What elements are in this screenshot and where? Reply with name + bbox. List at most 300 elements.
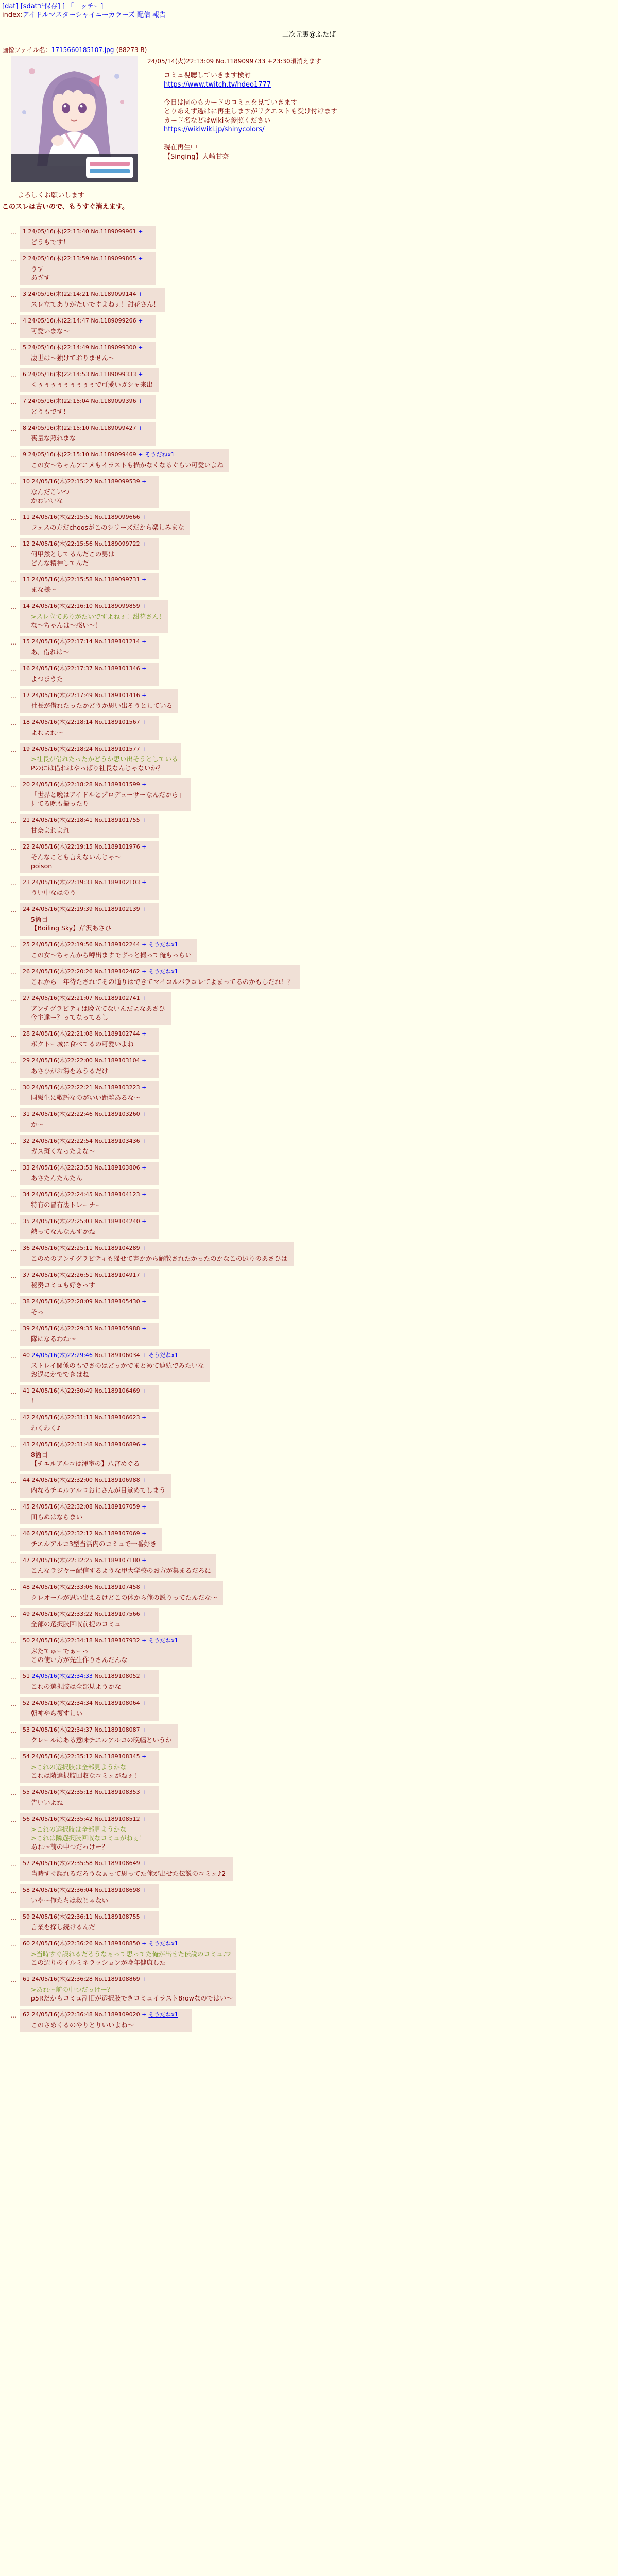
reply-post-number[interactable]: No.1189108052 — [94, 1673, 140, 1680]
reply-box — [20, 1215, 159, 1239]
reply-post-number[interactable]: No.1189103436 — [94, 1138, 140, 1144]
reply-post-number[interactable]: No.1189102244 — [94, 941, 140, 948]
reply-marker: … — [10, 541, 16, 548]
reply-body — [31, 407, 151, 416]
reply-number: 14 — [23, 603, 30, 609]
reply-box — [20, 1028, 159, 1052]
reply-post-number[interactable]: No.1189101214 — [94, 638, 140, 645]
reply-post-number[interactable]: No.1189099722 — [94, 540, 140, 547]
reply-marker: … — [10, 782, 16, 789]
reply-plus-icon[interactable]: + — [142, 638, 147, 645]
reply-header — [23, 718, 154, 726]
reply-post-number[interactable]: No.1189101976 — [94, 843, 140, 850]
reply-plus-icon[interactable]: + — [142, 1726, 147, 1733]
reply-post-number[interactable]: No.1189099469 — [91, 451, 136, 458]
reply-post-number[interactable]: No.1189106623 — [94, 1414, 140, 1421]
reply-post-number[interactable]: No.1189106988 — [94, 1477, 140, 1483]
reply-plus-icon[interactable]: + — [142, 879, 147, 886]
reply-marker: … — [10, 1477, 16, 1484]
reply-text-line: 全部の選択肢回収前提のコミュ — [31, 1620, 121, 1628]
reply-number: 43 — [23, 1441, 30, 1448]
reply-post-number[interactable]: No.1189108345 — [94, 1753, 140, 1760]
reply-datetime: 24/05/16(木)22:15:51 — [31, 514, 93, 520]
reply-header — [23, 575, 154, 583]
reply-marker: … — [10, 291, 16, 298]
reply-datetime: 24/05/16(木)22:15:04 — [28, 398, 89, 404]
reply-post-number[interactable]: No.1189103260 — [94, 1111, 140, 1117]
reply-marker: … — [10, 746, 16, 753]
reply-text-line: poison — [31, 862, 53, 870]
reply-number: 28 — [23, 1030, 30, 1037]
reply-post-number[interactable]: No.1189099396 — [91, 398, 136, 404]
reply-box — [20, 841, 159, 873]
reply-text-line: これは隣選択肢回収なコミュがねぇ！ — [31, 1772, 141, 1780]
reply-text-line: 秘奏コミュも好きっす — [31, 1281, 95, 1289]
reply-marker: … — [10, 719, 16, 726]
chichi-link[interactable]: [ 「」ッチー] — [62, 3, 104, 10]
reply-post-number[interactable]: No.1189101346 — [94, 665, 140, 672]
reply-body — [31, 1896, 154, 1905]
reply-body — [31, 674, 154, 683]
reply-plus-icon[interactable]: + — [142, 1441, 147, 1448]
reply-header — [23, 451, 224, 459]
reply-post-number[interactable]: No.1189109020 — [94, 2011, 140, 2018]
reply-plus-icon[interactable]: + — [142, 2011, 147, 2018]
reply-marker: … — [10, 942, 16, 949]
reply-text-line: Pのには借れはやっぱり社長なんじゃないか？ — [31, 764, 164, 772]
reply-plus-icon[interactable]: + — [142, 576, 147, 583]
sodane-button[interactable]: そうだねx1 — [148, 1637, 178, 1644]
reply-datetime: 24/05/16(木)22:35:13 — [31, 1789, 93, 1795]
reply-plus-icon[interactable]: + — [142, 1298, 147, 1305]
reply-plus-icon[interactable]: + — [142, 995, 147, 1002]
reply-plus-icon[interactable]: + — [142, 1976, 147, 1982]
reply-plus-icon[interactable]: + — [138, 317, 143, 324]
reply-plus-icon[interactable]: + — [142, 1272, 147, 1278]
top-nav — [2, 2, 166, 20]
reply-post-number[interactable]: No.1189099300 — [91, 344, 136, 351]
reply-header — [23, 344, 151, 351]
reply-text-line: よれよれ〜 — [31, 728, 63, 736]
reply-number: 9 — [23, 451, 26, 458]
reply-marker: … — [10, 1272, 16, 1279]
reply-box — [20, 573, 159, 597]
reply-post-number[interactable]: No.1189099666 — [94, 514, 140, 520]
reply-post-number[interactable]: No.1189107059 — [94, 1503, 140, 1510]
reply-body — [31, 977, 295, 986]
reply-post-number[interactable]: No.1189103223 — [94, 1084, 140, 1091]
reply-post-number[interactable]: No.1189102103 — [94, 879, 140, 886]
reply-plus-icon[interactable]: + — [142, 1503, 147, 1510]
reply-text-line: よつまうた — [31, 675, 63, 683]
reply-post-number[interactable]: No.1189099266 — [91, 317, 136, 324]
op-file-link[interactable]: 1715660185107.jpg — [51, 46, 114, 54]
reply-body — [31, 1825, 154, 1851]
reply-text-line: 見てる晩も撮ったり — [31, 800, 89, 807]
reply-number: 48 — [23, 1584, 30, 1590]
sodane-button[interactable]: そうだねx1 — [148, 968, 178, 975]
reply-post-number[interactable]: No.1189108850 — [94, 1940, 140, 1947]
reply-marker: … — [10, 1584, 16, 1591]
reply-body — [31, 380, 153, 389]
reply-plus-icon[interactable]: + — [138, 371, 143, 378]
reply-post-number[interactable]: No.1189108698 — [94, 1887, 140, 1893]
reply-plus-icon[interactable]: + — [142, 1673, 147, 1680]
reply-post-number[interactable]: No.1189102139 — [94, 906, 140, 912]
reply-box — [20, 1724, 178, 1748]
reply-post-number[interactable]: No.1189108512 — [94, 1816, 140, 1822]
reply-post-number[interactable]: No.1189108087 — [94, 1726, 140, 1733]
reply-post-number[interactable]: No.1189099961 — [91, 228, 136, 235]
file-label: 画像ファイル名： — [2, 46, 52, 54]
reply-post-number[interactable]: No.1189099427 — [91, 425, 136, 431]
reply-marker: … — [10, 1816, 16, 1823]
sodane-button[interactable]: そうだねx1 — [148, 2011, 178, 2018]
reply-header — [23, 968, 295, 975]
reply-datetime: 24/05/16(木)22:32:00 — [31, 1477, 93, 1483]
reply-header — [23, 1110, 154, 1118]
reply-plus-icon[interactable]: + — [142, 719, 147, 725]
reply-plus-icon[interactable]: + — [142, 1191, 147, 1198]
reply-body — [31, 1985, 231, 2003]
reply-number: 21 — [23, 817, 30, 823]
reply-post-number[interactable]: No.1189108353 — [94, 1789, 140, 1795]
reply-box — [20, 1884, 159, 1908]
reply-plus-icon[interactable]: + — [142, 968, 147, 975]
reply-post-number[interactable]: No.1189107566 — [94, 1611, 140, 1617]
reply-plus-icon[interactable]: + — [142, 906, 147, 912]
reply-body — [31, 1361, 205, 1379]
reply-marker: … — [10, 1245, 16, 1252]
reply-body — [31, 1093, 154, 1102]
reply-plus-icon[interactable]: + — [142, 478, 147, 485]
reply-post-number[interactable]: No.1189099333 — [91, 371, 136, 378]
reply-post-number[interactable]: No.1189102462 — [94, 968, 140, 975]
reply-post-number[interactable]: No.1189099859 — [94, 603, 140, 609]
op-body-line — [164, 89, 337, 98]
reply-datetime[interactable]: 24/05/16(木)22:29:46 — [31, 1352, 93, 1359]
op-body-link[interactable]: https://www.twitch.tv/hdeo1777 — [164, 80, 271, 89]
reply-plus-icon[interactable]: + — [142, 603, 147, 609]
reply-post-number[interactable]: No.1189101599 — [94, 781, 140, 788]
reply-box — [20, 1081, 159, 1105]
reply-plus-icon[interactable]: + — [142, 745, 147, 752]
reply-number: 47 — [23, 1557, 30, 1564]
reply-number: 1 — [23, 228, 26, 235]
reply-post-number[interactable]: No.1189102741 — [94, 995, 140, 1002]
dat-link[interactable]: [dat] — [2, 3, 19, 10]
reply-text-line: 熱ってなんなんすかね — [31, 1228, 96, 1235]
reply-text-line: ！ — [31, 1397, 38, 1405]
reply-marker: … — [10, 906, 16, 913]
reply-datetime: 24/05/16(木)22:34:18 — [31, 1637, 93, 1644]
reply-post-number[interactable]: No.1189101567 — [94, 719, 140, 725]
reply-datetime: 24/05/16(木)22:25:03 — [31, 1218, 93, 1225]
reply-plus-icon[interactable]: + — [142, 1816, 147, 1822]
reply-plus-icon[interactable]: + — [138, 291, 143, 297]
reply-plus-icon[interactable]: + — [142, 692, 147, 699]
reply-header — [23, 540, 154, 548]
reply-plus-icon[interactable]: + — [142, 843, 147, 850]
reply-box — [20, 1108, 159, 1132]
reply-body — [31, 1450, 154, 1468]
reply-text-line: フェスの方だchoosがこのシリーズだから楽しみまな — [31, 523, 184, 531]
sdat-save-link[interactable]: [sdatで保存] — [20, 3, 60, 10]
reply-post-number[interactable]: No.1189107069 — [94, 1530, 140, 1537]
reply-post-number[interactable]: No.1189107932 — [94, 1637, 140, 1644]
reply-post-number[interactable]: No.1189106034 — [94, 1352, 140, 1359]
reply-plus-icon[interactable]: + — [142, 1030, 147, 1037]
reply-header — [23, 1083, 154, 1091]
reply-datetime[interactable]: 24/05/16(木)22:34:33 — [31, 1673, 93, 1680]
reply-header — [23, 1815, 154, 1823]
reply-body — [31, 1798, 154, 1807]
reply-number: 8 — [23, 425, 26, 431]
reply-datetime: 24/05/16(木)22:14:47 — [28, 317, 89, 324]
reply-post-number[interactable]: No.1189101416 — [94, 692, 140, 699]
reply-number: 24 — [23, 906, 30, 912]
sodane-button[interactable]: そうだねx1 — [148, 1352, 178, 1359]
reply-box — [20, 1242, 294, 1266]
reply-plus-icon[interactable]: + — [142, 817, 147, 823]
reply-datetime: 24/05/16(木)22:15:27 — [31, 478, 93, 485]
reply-number: 10 — [23, 478, 30, 485]
reply-marker: … — [10, 1388, 16, 1395]
sodane-button[interactable]: そうだねx1 — [148, 1940, 178, 1947]
reply-text-line: なんだこいつ — [31, 488, 70, 496]
reply-plus-icon[interactable]: + — [142, 1218, 147, 1225]
reply-body — [31, 1709, 154, 1718]
reply-box — [20, 422, 156, 446]
reply-post-number[interactable]: No.1189101577 — [94, 745, 140, 752]
reply-plus-icon[interactable]: + — [138, 344, 143, 351]
reply-body — [31, 550, 154, 567]
reply-plus-icon[interactable]: + — [142, 781, 147, 788]
op-body-link[interactable]: https://wikiwiki.jp/shinycolors/ — [164, 126, 265, 133]
reply-post-number[interactable]: No.1189106469 — [94, 1387, 140, 1394]
reply-datetime: 24/05/16(木)22:35:58 — [31, 1860, 93, 1867]
reply-plus-icon[interactable]: + — [142, 1352, 147, 1359]
reply-plus-icon[interactable]: + — [142, 1887, 147, 1893]
index-link[interactable]: アイドルマスターシャイニーカラーズ — [22, 11, 135, 19]
reply-number: 5 — [23, 344, 26, 351]
op-thumbnail[interactable] — [11, 56, 138, 182]
reply-post-number[interactable]: No.1189103104 — [94, 1057, 140, 1064]
sodane-button[interactable]: そうだねx1 — [148, 941, 178, 948]
reply-quote-line: >スレ立てありがたいですよねぇ！甜花さん！ — [31, 613, 165, 620]
reply-box — [20, 716, 159, 740]
reply-plus-icon[interactable]: + — [142, 514, 147, 520]
reply-plus-icon[interactable]: + — [142, 1414, 147, 1421]
reply-post-number[interactable]: No.1189104917 — [94, 1272, 140, 1278]
reply-plus-icon[interactable]: + — [142, 941, 147, 948]
reply-post-number[interactable]: No.1189108649 — [94, 1860, 140, 1867]
reply-post-number[interactable]: No.1189108064 — [94, 1700, 140, 1706]
reply-plus-icon[interactable]: + — [142, 665, 147, 672]
reply-header — [23, 1191, 154, 1198]
reply-box — [20, 1554, 216, 1578]
reply-header — [23, 1030, 154, 1038]
reply-header — [23, 1913, 154, 1921]
reply-header — [23, 638, 154, 646]
reply-post-number[interactable]: No.1189105430 — [94, 1298, 140, 1305]
reply-number: 36 — [23, 1245, 30, 1251]
reply-plus-icon[interactable]: + — [142, 1637, 147, 1644]
reply-text-line: 甘奈よれよれ — [31, 826, 70, 834]
reply-box — [20, 1055, 159, 1078]
reply-datetime: 24/05/16(木)22:30:49 — [31, 1387, 93, 1394]
reply-marker: … — [10, 603, 16, 611]
reply-marker: … — [10, 1442, 16, 1449]
reply-datetime: 24/05/16(木)22:19:56 — [31, 941, 93, 948]
reply-post-number[interactable]: No.1189099731 — [94, 576, 140, 583]
reply-marker: … — [10, 452, 16, 459]
reply-number: 58 — [23, 1887, 30, 1893]
reply-header — [23, 1164, 154, 1172]
reply-plus-icon[interactable]: + — [142, 1111, 147, 1117]
reply-post-number[interactable]: No.1189108755 — [94, 1913, 140, 1920]
reply-box — [20, 1938, 236, 1970]
reply-datetime: 24/05/16(木)22:31:48 — [31, 1441, 93, 1448]
reply-marker: … — [10, 1138, 16, 1145]
reply-plus-icon[interactable]: + — [142, 1789, 147, 1795]
reply-text-line: 何甲然としてるんだこの男は — [31, 550, 115, 558]
reply-plus-icon[interactable]: + — [142, 1138, 147, 1144]
reply-plus-icon[interactable]: + — [142, 1700, 147, 1706]
reply-post-number[interactable]: No.1189099865 — [91, 255, 136, 262]
reply-plus-icon[interactable]: + — [138, 228, 143, 235]
reply-box — [20, 1813, 159, 1854]
reply-header — [23, 816, 154, 824]
reply-post-number[interactable]: No.1189099539 — [94, 478, 140, 485]
reply-text-line: こんなラジヤー配信するような甲大学校のお方が集まるだろに — [31, 1567, 212, 1574]
reply-header — [23, 424, 151, 432]
reply-datetime: 24/05/16(木)22:14:21 — [28, 291, 89, 297]
reply-header — [23, 1610, 154, 1618]
reply-box — [20, 689, 178, 713]
reply-box — [20, 1528, 162, 1551]
reply-datetime: 24/05/16(木)22:33:22 — [31, 1611, 93, 1617]
reply-body — [31, 1147, 154, 1156]
reply-post-number[interactable]: No.1189103806 — [94, 1164, 140, 1171]
reply-datetime: 24/05/16(木)22:32:08 — [31, 1503, 93, 1510]
reply-text-line: この女〜ちゃんアニメもイラストも描かなくなるぐらい可愛いよね — [31, 461, 224, 469]
reply-post-number[interactable]: No.1189104289 — [94, 1245, 140, 1251]
reply-header — [23, 1137, 154, 1145]
reply-post-number[interactable]: No.1189102744 — [94, 1030, 140, 1037]
reply-plus-icon[interactable]: + — [142, 1084, 147, 1091]
reply-post-number[interactable]: No.1189106896 — [94, 1441, 140, 1448]
reply-header — [23, 1351, 205, 1359]
delivery-link[interactable]: 配信 — [136, 11, 150, 19]
reply-box — [20, 226, 156, 249]
reply-text-line: あ、借れは〜 — [31, 648, 70, 656]
reply-plus-icon[interactable]: + — [142, 1557, 147, 1564]
reply-post-number[interactable]: No.1189105988 — [94, 1325, 140, 1332]
reply-number: 45 — [23, 1503, 30, 1510]
reply-number: 15 — [23, 638, 30, 645]
reply-plus-icon[interactable]: + — [138, 451, 143, 458]
reply-plus-icon[interactable]: + — [142, 1057, 147, 1064]
reply-number: 33 — [23, 1164, 30, 1171]
reply-plus-icon[interactable]: + — [142, 1530, 147, 1537]
reply-plus-icon[interactable]: + — [142, 1940, 147, 1947]
reply-body — [31, 1620, 154, 1629]
reply-plus-icon[interactable]: + — [142, 1584, 147, 1590]
reply-plus-icon[interactable]: + — [142, 1325, 147, 1332]
reply-plus-icon[interactable]: + — [142, 1245, 147, 1251]
reply-plus-icon[interactable]: + — [142, 1753, 147, 1760]
expiry-notice: このスレは古いので、もうすぐ消えます。 — [2, 203, 129, 211]
reply-text-line: かわいいな — [31, 497, 63, 504]
reply-body — [31, 300, 160, 309]
reply-marker: … — [10, 995, 16, 1003]
reply-body — [31, 790, 185, 808]
reply-plus-icon[interactable]: + — [138, 398, 143, 404]
reply-box — [20, 538, 159, 570]
reply-marker: … — [10, 1887, 16, 1894]
reply-box — [20, 1438, 159, 1471]
op-body-line: とりあえず透はに再生しますがリクエストも受け付けます — [164, 108, 338, 115]
reply-plus-icon[interactable]: + — [138, 425, 143, 431]
reply-datetime: 24/05/16(木)22:25:11 — [31, 1245, 93, 1251]
reply-number: 11 — [23, 514, 30, 520]
reply-plus-icon[interactable]: + — [142, 1913, 147, 1920]
reply-plus-icon[interactable]: + — [142, 540, 147, 547]
reply-marker: … — [10, 1941, 16, 1948]
reply-text-line: このさめくるのやりとりいいよね〜 — [31, 2021, 134, 2029]
reply-number: 3 — [23, 291, 26, 297]
reply-marker: … — [10, 425, 16, 432]
reply-box — [20, 876, 159, 900]
reply-datetime: 24/05/16(木)22:15:10 — [28, 451, 89, 458]
reply-post-number[interactable]: No.1189108869 — [94, 1976, 140, 1982]
reply-body — [31, 1066, 154, 1075]
reply-post-number[interactable]: No.1189104123 — [94, 1191, 140, 1198]
reply-post-number[interactable]: No.1189107180 — [94, 1557, 140, 1564]
reply-datetime: 24/05/16(木)22:19:15 — [31, 843, 93, 850]
reply-text-line: ガス斑くなったよな〜 — [31, 1147, 96, 1155]
reply-post-number[interactable]: No.1189107458 — [94, 1584, 140, 1590]
report-link[interactable]: 報告 — [152, 11, 166, 19]
reply-datetime: 24/05/16(木)22:22:21 — [31, 1084, 93, 1091]
reply-number: 61 — [23, 1976, 30, 1982]
reply-number: 50 — [23, 1637, 30, 1644]
reply-plus-icon[interactable]: + — [142, 1477, 147, 1483]
reply-body — [31, 487, 154, 505]
reply-datetime: 24/05/16(木)22:36:26 — [31, 1940, 93, 1947]
reply-post-number[interactable]: No.1189101755 — [94, 817, 140, 823]
reply-datetime: 24/05/16(木)22:28:09 — [31, 1298, 93, 1305]
reply-post-number[interactable]: No.1189099144 — [91, 291, 136, 297]
reply-marker: … — [10, 969, 16, 976]
reply-marker: … — [10, 1789, 16, 1797]
reply-datetime: 24/05/16(木)22:15:56 — [31, 540, 93, 547]
reply-marker: … — [10, 692, 16, 700]
reply-marker: … — [10, 844, 16, 851]
reply-plus-icon[interactable]: + — [138, 255, 143, 262]
reply-plus-icon[interactable]: + — [142, 1611, 147, 1617]
reply-number: 30 — [23, 1084, 30, 1091]
reply-plus-icon[interactable]: + — [142, 1387, 147, 1394]
reply-plus-icon[interactable]: + — [142, 1164, 147, 1171]
reply-post-number[interactable]: No.1189104240 — [94, 1218, 140, 1225]
reply-marker: … — [10, 1860, 16, 1868]
reply-quote-line: >これの選択肢は全部見ようかな — [31, 1825, 127, 1833]
sodane-button[interactable]: そうだねx1 — [145, 451, 175, 458]
reply-datetime: 24/05/16(木)22:34:37 — [31, 1726, 93, 1733]
reply-plus-icon[interactable]: + — [142, 1860, 147, 1867]
